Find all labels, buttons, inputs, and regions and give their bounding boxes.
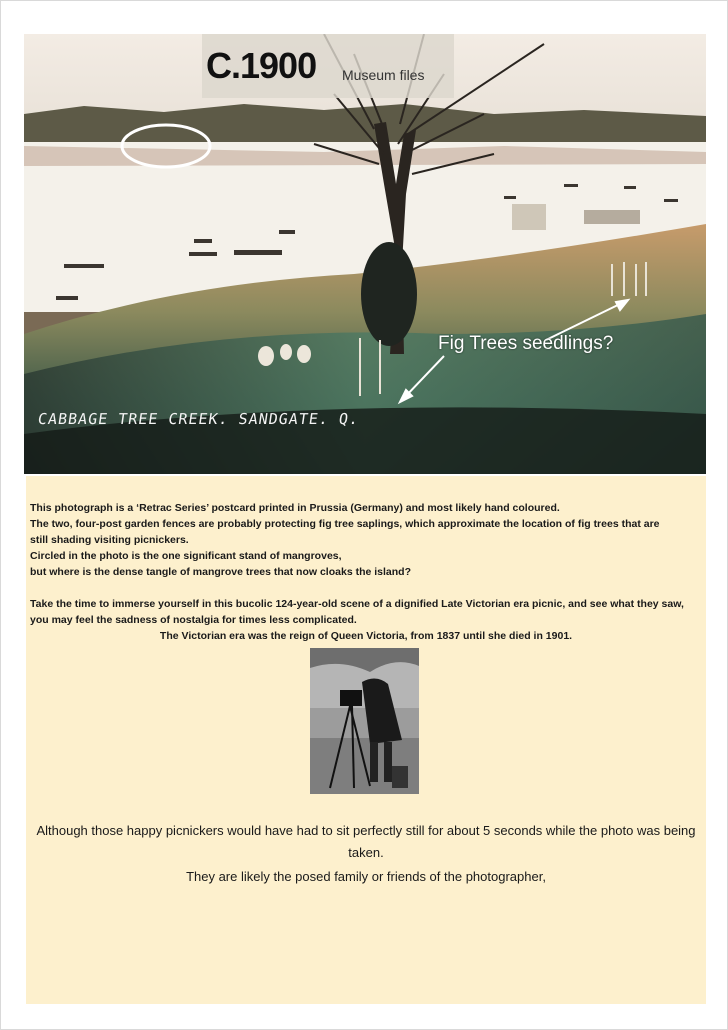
camera-icon	[340, 690, 362, 706]
description-line: still shading visiting picnickers.	[30, 534, 189, 546]
sapling-foliage	[361, 242, 417, 346]
description-line: Take the time to immerse yourself in this bucolic 124-year-old scene of a dignified Late Victorian era picnic, and see what they saw,	[30, 598, 684, 610]
description-block	[30, 500, 702, 644]
exposure-note: Although those happy picnickers would have had to sit perfectly still for about 5 seconds while the photo was being taken.	[36, 823, 696, 860]
postcard-caption: CABBAGE TREE CREEK. SANDGATE. Q.	[36, 410, 361, 428]
photographer-note: They are likely the posed family or friends of the photographer,	[186, 869, 546, 884]
description-line: This photograph is a ‘Retrac Series’ postcard printed in Prussia (Germany) and most likely hand coloured.	[30, 502, 560, 514]
header-year: C.1900	[206, 45, 317, 86]
shed	[512, 204, 546, 230]
text-panel	[26, 476, 706, 1004]
description-line: Circled in the photo is the one significant stand of mangroves,	[30, 550, 342, 562]
fig-trees-annotation: Fig Trees seedlings?	[438, 333, 614, 354]
description-line: you may feel the sadness of nostalgia for times less complicated.	[30, 614, 357, 626]
victorian-era-line: The Victorian era was the reign of Queen Victoria, from 1837 until she died in 1901.	[159, 630, 573, 642]
description-line: but where is the dense tangle of mangrove trees that now cloaks the island?	[30, 566, 411, 578]
description-line: The two, four-post garden fences are probably protecting fig tree saplings, which approximate the location of fig trees that are	[30, 518, 660, 530]
photographer-photo	[310, 648, 419, 794]
header-subtitle: Museum files	[342, 67, 425, 83]
postcard-illustration	[24, 34, 706, 474]
historic-postcard-photo	[24, 34, 706, 474]
photographer-illustration	[310, 648, 419, 794]
